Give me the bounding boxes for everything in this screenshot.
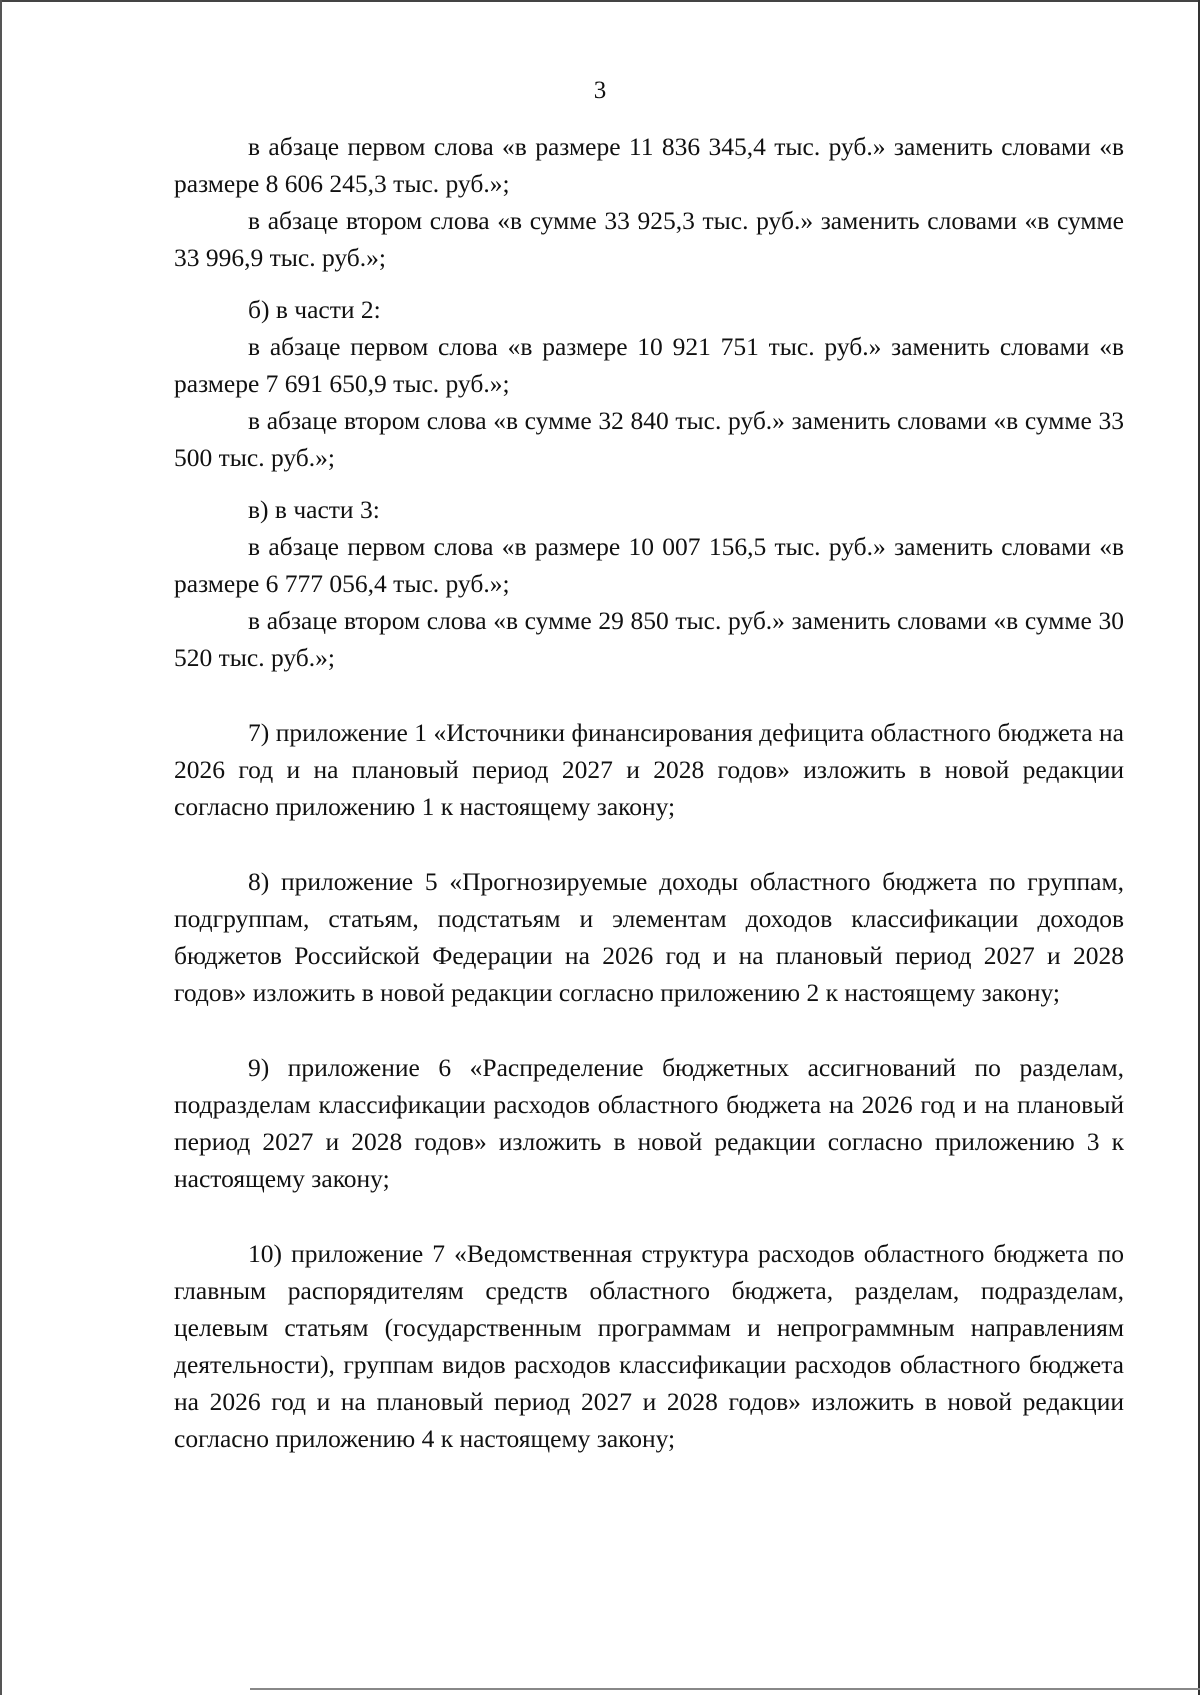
paragraph: в абзаце втором слова «в сумме 32 840 тыс. руб.» заменить словами «в сумме 33 500 тыс. руб.»;: [174, 406, 1124, 472]
scan-edge-left: [0, 0, 2, 1695]
paragraph: в абзаце первом слова «в размере 10 007 156,5 тыс. руб.» заменить словами «в размере 6 777 056,4 тыс. руб.»;: [174, 532, 1124, 598]
scan-edge-bottom: [250, 1688, 1200, 1690]
numbered-item: 8) приложение 5 «Прогнозируемые доходы областного бюджета по группам, подгруппам, статьям, подстатьям и элементам доходов классификации доходов бюджетов Российской Федерации на 2026 год и на плановый период 2027 и 2028 годов» изложить в новой редакции согласно приложению 2 к настоящему закону;: [174, 867, 1124, 1007]
scan-edge-top: [0, 0, 1200, 2]
subitem-heading: в) в части 3:: [248, 495, 380, 524]
page-number: 3: [593, 77, 607, 104]
document-body: [174, 128, 1124, 1457]
numbered-item: 9) приложение 6 «Распределение бюджетных ассигнований по разделам, подразделам классификации расходов областного бюджета на 2026 год и на плановый период 2027 и 2028 годов» изложить в новой редакции согласно приложению 3 к настоящему закону;: [174, 1053, 1124, 1193]
paragraph: в абзаце втором слова «в сумме 29 850 тыс. руб.» заменить словами «в сумме 30 520 тыс. руб.»;: [174, 606, 1124, 672]
paragraph: в абзаце первом слова «в размере 10 921 751 тыс. руб.» заменить словами «в размере 7 691 650,9 тыс. руб.»;: [174, 332, 1124, 398]
subitem-heading: б) в части 2:: [248, 295, 381, 324]
numbered-item: 10) приложение 7 «Ведомственная структура расходов областного бюджета по главным распорядителям средств областного бюджета, разделам, подразделам, целевым статьям (государственным программам и непрограммным направлениям деятельности), группам видов расходов классификации расходов областного бюджета на 2026 год и на плановый период 2027 и 2028 годов» изложить в новой редакции согласно приложению 4 к настоящему закону;: [174, 1239, 1124, 1453]
paragraph: в абзаце втором слова «в сумме 33 925,3 тыс. руб.» заменить словами «в сумме 33 996,9 тыс. руб.»;: [174, 206, 1124, 272]
numbered-item: 7) приложение 1 «Источники финансирования дефицита областного бюджета на 2026 год и на плановый период 2027 и 2028 годов» изложить в новой редакции согласно приложению 1 к настоящему закону;: [174, 718, 1124, 821]
paragraph: в абзаце первом слова «в размере 11 836 345,4 тыс. руб.» заменить словами «в размере 8 606 245,3 тыс. руб.»;: [174, 132, 1124, 198]
